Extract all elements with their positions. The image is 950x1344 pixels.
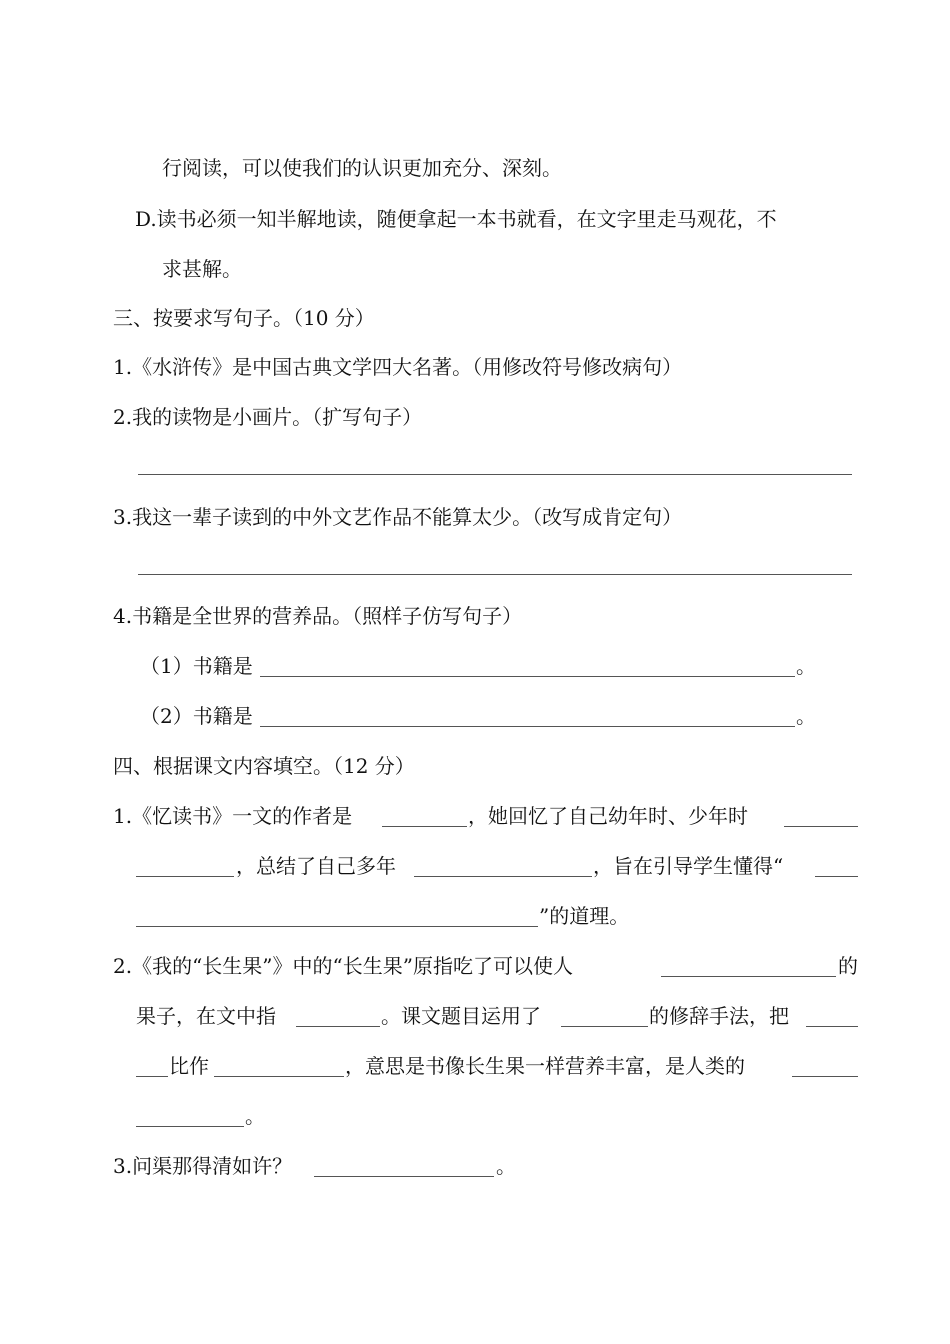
question-4-2-part-a: 2.《我的“长生果”》中的“长生果”原指吃了可以使人 bbox=[113, 954, 573, 978]
answer-blank-4-1-lesson-b[interactable] bbox=[136, 926, 538, 927]
question-3-4: 4.书籍是全世界的营养品。（照样子仿写句子） bbox=[113, 604, 523, 628]
answer-line-3-2[interactable] bbox=[138, 474, 852, 475]
question-4-1-part-a: 1.《忆读书》一文的作者是 bbox=[113, 804, 353, 828]
answer-blank-4-2-subject-a[interactable] bbox=[806, 1026, 858, 1027]
option-d-continuation: 求甚解。 bbox=[162, 257, 242, 281]
answer-blank-4-2-meaning[interactable] bbox=[296, 1026, 380, 1027]
question-4-2-part-h: 。 bbox=[245, 1104, 265, 1128]
answer-blank-4-1-childhood-b[interactable] bbox=[136, 876, 234, 877]
answer-line-3-3[interactable] bbox=[138, 574, 852, 575]
question-4-1-part-b: ，她回忆了自己幼年时、少年时 bbox=[468, 804, 748, 828]
question-3-4-2-suffix: 。 bbox=[796, 704, 816, 728]
answer-blank-4-2-subject-b[interactable] bbox=[136, 1076, 168, 1077]
question-4-2-part-c: 果子，在文中指 bbox=[136, 1004, 276, 1028]
section-4-heading: 四、根据课文内容填空。（12 分） bbox=[113, 754, 415, 778]
question-3-3: 3.我这一辈子读到的中外文艺作品不能算太少。（改写成肯定句） bbox=[113, 505, 683, 529]
answer-blank-4-2-object[interactable] bbox=[214, 1076, 344, 1077]
answer-blank-4-2-humanity-a[interactable] bbox=[792, 1076, 858, 1077]
question-4-2-part-b: 的 bbox=[838, 954, 858, 978]
answer-blank-4-2-humanity-b[interactable] bbox=[136, 1126, 244, 1127]
question-4-2-part-g: ，意思是书像长生果一样营养丰富，是人类的 bbox=[345, 1054, 745, 1078]
question-4-3-part-a: 3.问渠那得清如许？ bbox=[113, 1154, 293, 1178]
question-3-2: 2.我的读物是小画片。（扩写句子） bbox=[113, 405, 423, 429]
question-4-2-part-f: 比作 bbox=[169, 1054, 209, 1078]
answer-blank-4-1-childhood-a[interactable] bbox=[784, 826, 858, 827]
question-3-4-1-suffix: 。 bbox=[796, 654, 816, 678]
answer-blank-4-2-rhetoric[interactable] bbox=[561, 1026, 648, 1027]
question-3-4-2-prefix: （2）书籍是 bbox=[140, 704, 253, 728]
question-4-1-part-d: ，旨在引导学生懂得“ bbox=[593, 854, 784, 878]
answer-blank-4-3[interactable] bbox=[314, 1176, 494, 1177]
answer-blank-4-2-effect[interactable] bbox=[661, 976, 836, 977]
answer-blank-4-1-lesson-a[interactable] bbox=[815, 876, 858, 877]
question-4-2-part-d: 。课文题目运用了 bbox=[381, 1004, 541, 1028]
question-3-4-1-prefix: （1）书籍是 bbox=[140, 654, 253, 678]
answer-blank-3-4-1[interactable] bbox=[260, 676, 795, 677]
question-3-1: 1.《水浒传》是中国古典文学四大名著。（用修改符号修改病句） bbox=[113, 355, 683, 379]
question-4-2-part-e: 的修辞手法，把 bbox=[649, 1004, 789, 1028]
answer-blank-4-1-years[interactable] bbox=[414, 876, 592, 877]
question-4-1-part-e: ”的道理。 bbox=[539, 904, 630, 928]
option-c-continuation: 行阅读，可以使我们的认识更加充分、深刻。 bbox=[162, 156, 562, 180]
question-4-1-part-c: ，总结了自己多年 bbox=[236, 854, 396, 878]
option-d: D.读书必须一知半解地读，随便拿起一本书就看，在文字里走马观花，不 bbox=[135, 207, 777, 231]
answer-blank-3-4-2[interactable] bbox=[260, 726, 795, 727]
question-4-3-part-b: 。 bbox=[496, 1154, 516, 1178]
answer-blank-4-1-author[interactable] bbox=[382, 826, 467, 827]
section-3-heading: 三、按要求写句子。（10 分） bbox=[113, 306, 375, 330]
